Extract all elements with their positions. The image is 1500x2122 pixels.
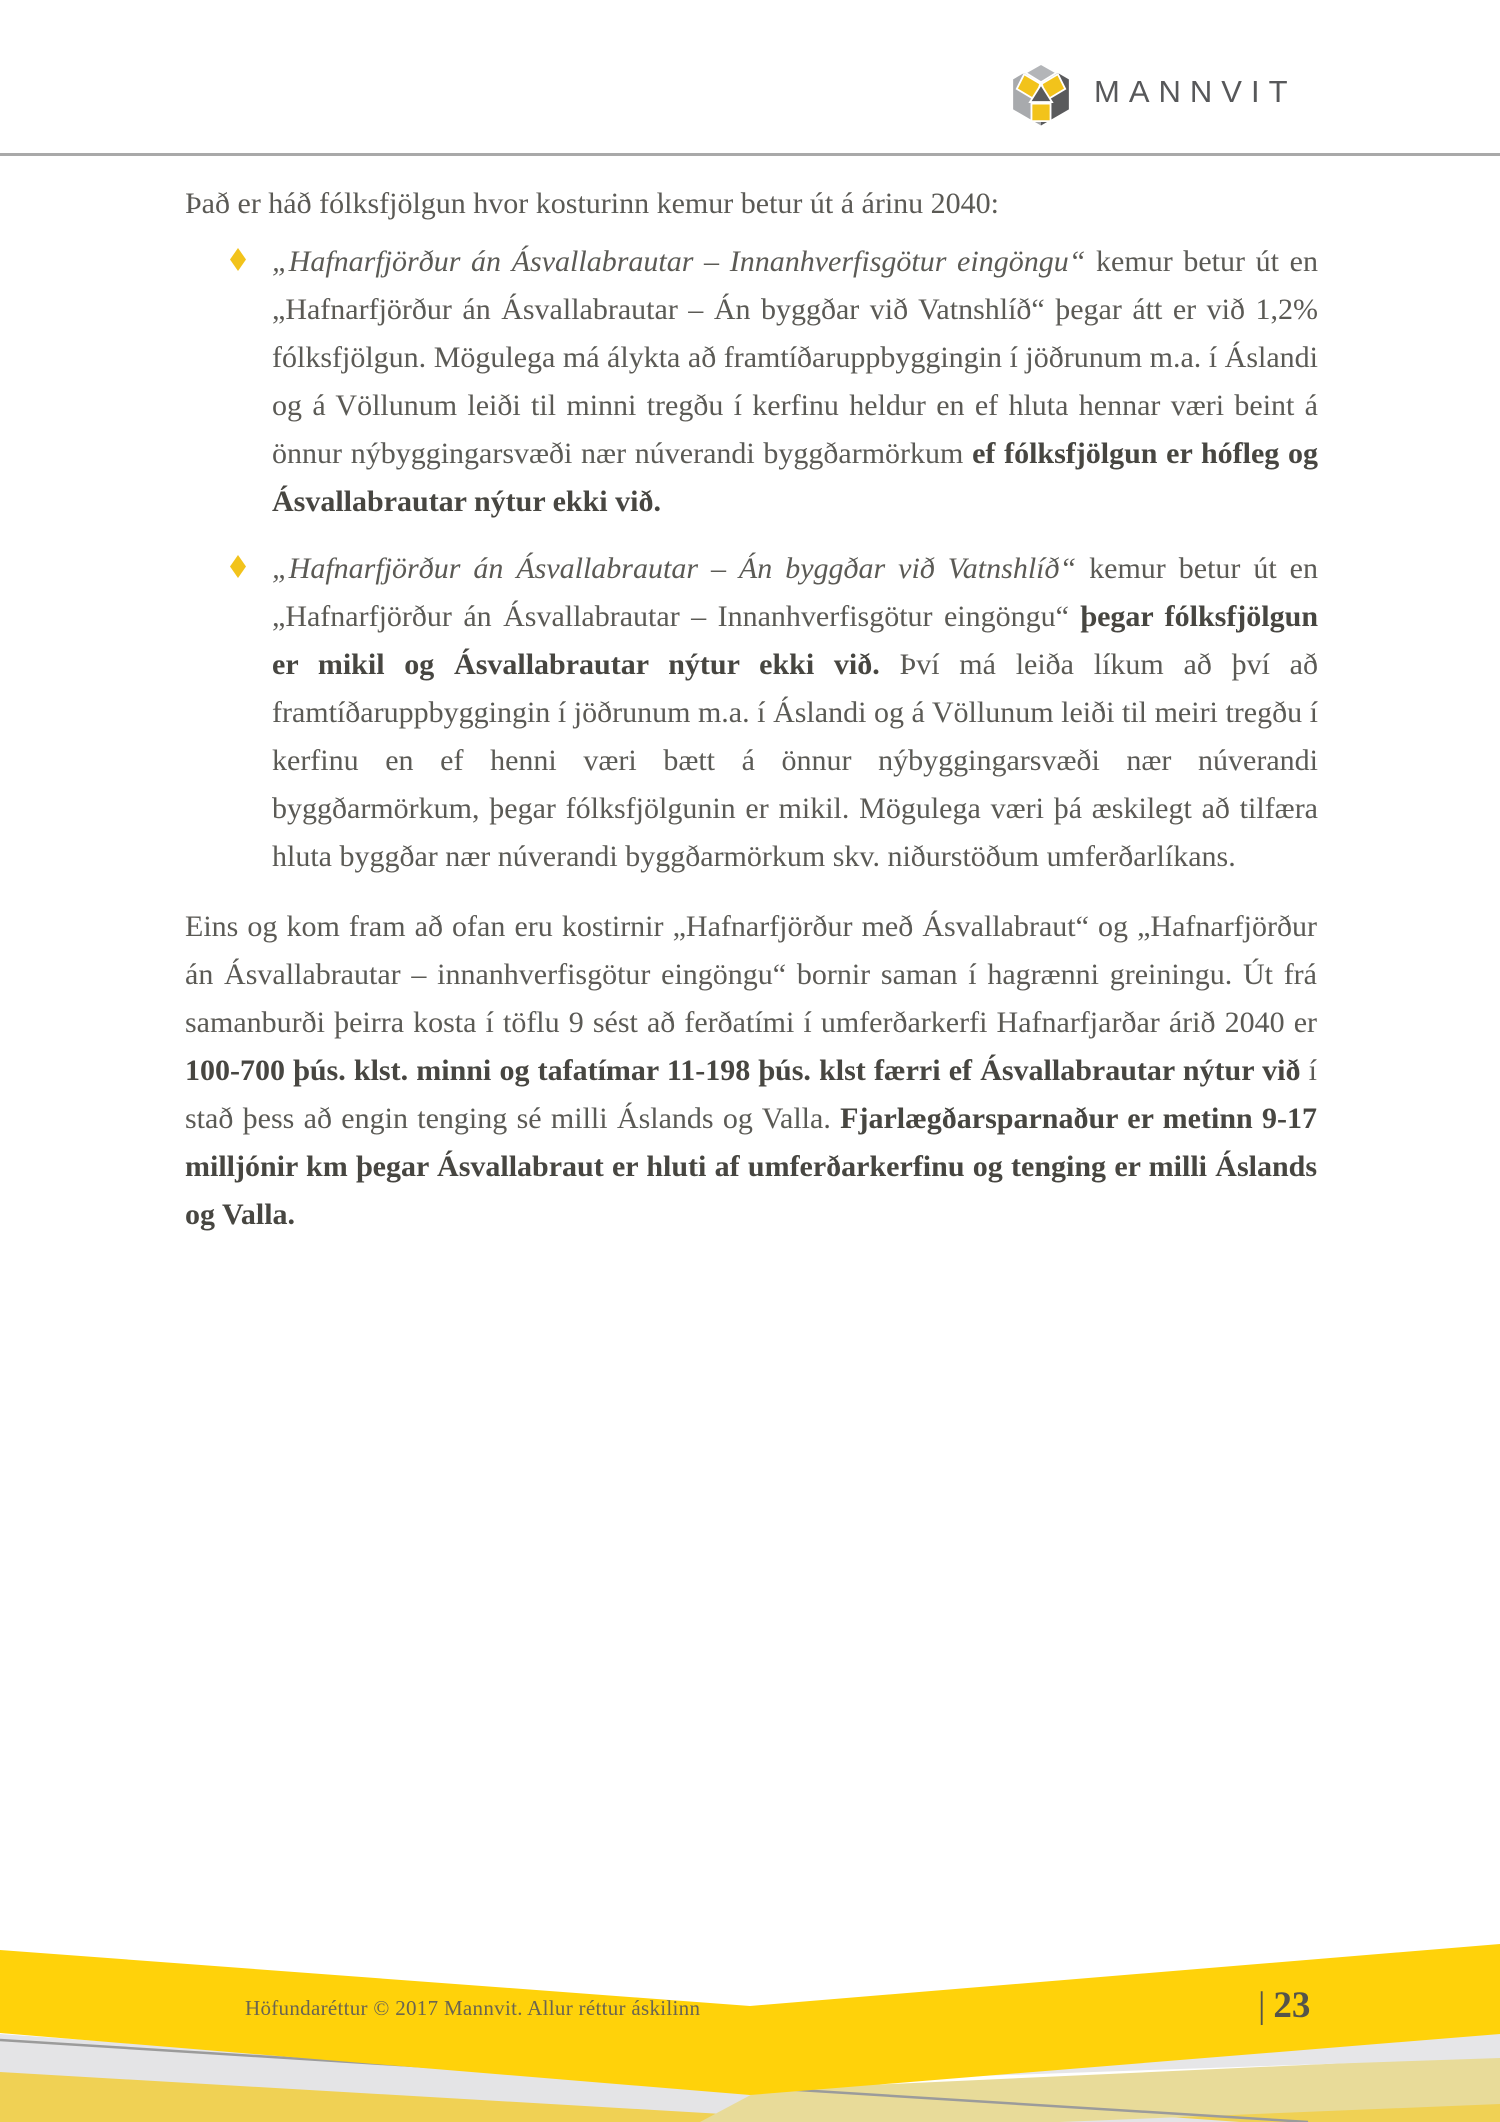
intro-paragraph: Það er háð fólksfjölgun hvor kosturinn kemur betur út á árinu 2040: bbox=[185, 187, 1000, 220]
closing-paragraph: Eins og kom fram að ofan eru kostirnir „Hafnarfjörður með Ásvallabraut“ og „Hafnarfjörður án Ásvallabrautar – innanhverfisgötur eingöngu“ bornir saman í hagrænni greiningu. Út frá samanburði þeirra kosta í töflu 9 sést að ferðatími í umferðarkerfi Hafnarfjarðar árið 2040 er 100-700 þús. klst. minni og tafatímar 11-198 þús. klst færri ef Ásvallabrautar nýtur við í stað þess að engin tenging sé milli Áslands og Valla. Fjarlægðarsparnaður er metinn 9-17 milljónir km þegar Ásvallabraut er hluti af umferðarkerfinu og tenging er milli Áslands og Valla. bbox=[185, 910, 1318, 1231]
bullet-diamond-icon bbox=[230, 555, 246, 578]
footer-copyright: Höfundaréttur © 2017 Mannvit. Allur réttur áskilinn bbox=[245, 1996, 701, 2020]
bullet-item-2 bbox=[228, 545, 1318, 881]
mannvit-logo-text: MANNVIT bbox=[1094, 74, 1297, 109]
bullet-item-2-text: „Hafnarfjörður án Ásvallabrautar – Án byggðar við Vatnshlíð“ kemur betur út en „Hafnarfjörður án Ásvallabrautar – Innanhverfisgötur eingöngu“ þegar fólksfjölgun er mikil og Ásvallabrautar nýtur ekki við. Því má leiða líkum að því að framtíðaruppbyggingin í jöðrunum m.a. í Áslandi og á Völlunum leiði til meiri tregðu í kerfinu en ef henni væri bætt á önnur nýbyggingarsvæði nær núverandi byggðarmörkum, þegar fólksfjölgunin er mikil. Mögulega væri þá æskilegt að tilfæra hluta byggðar nær núverandi byggðarmörkum skv. niðurstöðum umferðarlíkans. bbox=[272, 552, 1318, 873]
footer-page-number bbox=[1258, 1984, 1310, 2027]
page-number-separator: | bbox=[1258, 1985, 1266, 2026]
header-divider bbox=[0, 153, 1500, 156]
mannvit-cube-icon bbox=[1008, 55, 1074, 133]
bullet-item-1-text: „Hafnarfjörður án Ásvallabrautar – Innanhverfisgötur eingöngu“ kemur betur út en „Hafnarfjörður án Ásvallabrautar – Án byggðar við Vatnshlíð“ þegar átt er við 1,2% fólksfjölgun. Mögulega má álykta að framtíðaruppbyggingin í jöðrunum m.a. í Áslandi og á Völlunum leiði til minni tregðu í kerfinu heldur en ef hluta hennar væri beint á önnur nýbyggingarsvæði nær núverandi byggðarmörkum ef fólksfjölgun er hófleg og Ásvallabrautar nýtur ekki við. bbox=[272, 245, 1318, 518]
bullet-diamond-icon bbox=[230, 248, 246, 271]
mannvit-logo bbox=[1008, 52, 1297, 136]
bullet-item-1 bbox=[228, 238, 1318, 526]
page-number-value: 23 bbox=[1273, 1985, 1311, 2026]
